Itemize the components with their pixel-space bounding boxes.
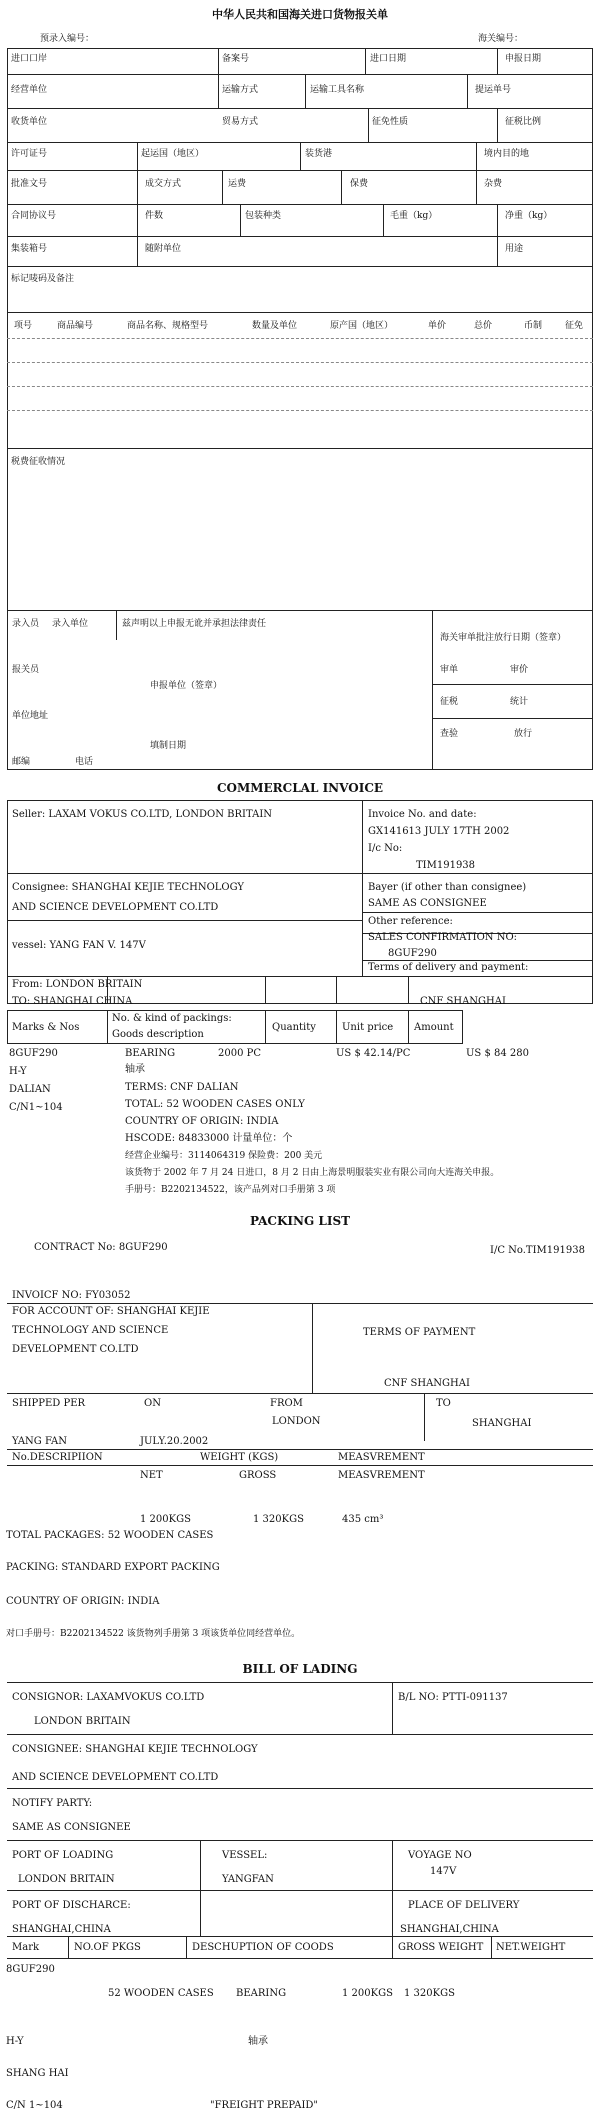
field-freight: 运费 [228,179,247,189]
review: 审单 [440,665,459,675]
packing-lc: I/C No.TIM191938 [490,1245,585,1256]
packing-date: JULY.20.2002 [140,1436,209,1447]
invoice-goods: BEARING [125,1048,176,1059]
invoice-sales-no: 8GUF290 [388,948,437,959]
packing-h-net: NET [140,1470,163,1481]
bl-title: BILL OF LADING [242,1662,358,1676]
packing-packing: PACKING: STANDARD EXPORT PACKING [6,1562,220,1573]
packing-shipped-per: SHIPPED PER [12,1398,86,1409]
packing-origin: COUNTRY OF ORIGIN: INDIA [6,1596,160,1607]
field-trade-mode: 贸易方式 [222,117,259,127]
invoice-h-qty: Quantity [272,1022,316,1033]
invoice-no-label: Invoice No. and date: [368,809,477,820]
packing-account-1: FOR ACCOUNT OF: SHANGHAI KEJIE [12,1306,210,1317]
field-pieces: 件数 [145,211,164,221]
bl-goods: BEARING [236,1988,287,1999]
packing-invoice-no: INVOICF NO: FY03052 [12,1290,131,1301]
packing-from-val: LONDON [272,1416,321,1427]
field-destination: 境内目的地 [484,149,530,159]
bl-place-label: PLACE OF DELIVERY [408,1900,520,1911]
field-import-date: 进口日期 [370,54,407,64]
packing-gross: 1 320KGS [253,1514,304,1525]
items-h-unit: 单价 [428,321,447,331]
field-exemption: 征免性质 [372,117,409,127]
packing-from: FROM [270,1398,303,1409]
items-h-currency: 币制 [524,321,543,331]
field-transport-name: 运输工具名称 [310,85,365,95]
packing-on: ON [144,1398,161,1409]
items-h-code: 商品编号 [57,321,94,331]
packing-terms-label: TERMS OF PAYMENT [363,1327,476,1338]
bl-pkgs: 52 WOODEN CASES [108,1988,214,1999]
field-insurance: 保费 [350,179,369,189]
invoice-mark-1: 8GUF290 [9,1048,58,1059]
invoice-buyer: SAME AS CONSIGNEE [368,898,487,909]
postcode: 邮编 [12,757,31,767]
invoice-desc-1: TERMS: CNF DALIAN [125,1082,239,1093]
bl-h-pkgs: NO.OF PKGS [74,1942,141,1953]
field-tax-status: 税费征收情况 [11,457,66,467]
unit-address: 单位地址 [12,711,49,721]
field-declare-date: 申报日期 [505,54,542,64]
packing-contract: CONTRACT No: 8GUF290 [34,1242,168,1253]
items-h-no: 项号 [14,321,33,331]
packing-terms: CNF SHANGHAI [384,1378,470,1389]
invoice-h-marks: Marks & Nos [12,1022,80,1033]
field-loading-port: 装货港 [305,149,333,159]
field-package-type: 包装种类 [245,211,282,221]
bl-notify-2: SAME AS CONSIGNEE [12,1822,131,1833]
invoice-goods-cn: 轴承 [125,1064,145,1075]
packing-to: TO [436,1398,451,1409]
bl-pod: SHANGHAI,CHINA [12,1924,111,1935]
field-origin-country: 起运国（地区） [141,149,205,159]
bl-pol: LONDON BRITAIN [18,1874,115,1885]
field-container-no: 集装箱号 [11,244,48,254]
bl-consignee: CONSIGNEE: SHANGHAI KEJIE TECHNOLOGY [12,1744,258,1755]
field-transport-mode: 运输方式 [222,85,259,95]
invoice-terms: CNF SHANGHAI [420,996,506,1007]
bl-consignor: CONSIGNOR: LAXAMVOKUS CO.LTD [12,1692,205,1703]
invoice-mark-2: H-Y [9,1066,27,1077]
invoice-seller: Seller: LAXAM VOKUS CO.LTD, LONDON BRITAIN [12,809,273,820]
field-deal-mode: 成交方式 [145,179,182,189]
packing-manual: 对口手册号：B2202134522 该货物列手册第 3 项该货单位同经营单位。 [6,1629,301,1639]
invoice-h-amount: Amount [414,1022,454,1033]
field-attached-docs: 随附单位 [145,244,182,254]
field-net-weight: 净重（kg） [505,211,553,221]
field-bl-no: 提运单号 [475,85,512,95]
bl-vessel-label: VESSEL: [222,1850,268,1861]
entry-unit: 录入单位 [52,619,89,629]
packing-h-meas-2: MEASVREMENT [338,1470,425,1481]
bl-pod-label: PORT OF DISCHARCE: [12,1900,131,1911]
invoice-to: TO: SHANGHAI CHINA [12,996,133,1007]
packing-total: TOTAL PACKAGES: 52 WOODEN CASES [6,1530,214,1541]
bl-pol-label: PORT OF LOADING [12,1850,114,1861]
bl-mark-4: C/N 1~104 [6,2100,63,2111]
invoice-vessel: vessel: YANG FAN V. 147V [12,940,146,951]
packing-account-2: TECHNOLOGY AND SCIENCE [12,1325,169,1336]
packing-account-3: DEVELOPMENT CO.LTD [12,1344,139,1355]
packing-vessel: YANG FAN [12,1436,68,1447]
statistics: 统计 [510,697,529,707]
invoice-desc-5: 经营企业编号：3114064319 保险费：200 美元 [125,1151,323,1161]
packing-h-meas: MEASVREMENT [338,1452,425,1463]
items-h-total: 总价 [474,321,493,331]
bl-vessel: YANGFAN [222,1874,274,1885]
invoice-consignee-1: Consignee: SHANGHAI KEJIE TECHNOLOGY [12,882,245,893]
invoice-h-kind-1: No. & kind of packings: [112,1013,232,1024]
fill-date: 填制日期 [150,741,187,751]
field-license-no: 许可证号 [11,149,48,159]
invoice-unit-price: US $ 42.14/PC [336,1048,411,1059]
packing-to-val: SHANGHAI [472,1418,532,1429]
levy: 征税 [440,697,459,707]
field-tax-ratio: 征税比例 [505,117,542,127]
invoice-desc-6: 该货物于 2002 年 7 月 24 日进口，8 月 2 日由上海景明服装实业有限公司向大连海关申报。 [125,1168,500,1178]
field-usage: 用途 [505,244,524,254]
items-h-qty: 数量及单位 [252,321,298,331]
phone: 电话 [75,757,94,767]
bl-voyage-label: VOYAGE NO [408,1850,472,1861]
invoice-buyer-label: Bayer (if other than consignee) [368,882,527,893]
invoice-qty: 2000 PC [218,1048,262,1059]
bl-mark-1: 8GUF290 [6,1964,55,1975]
bl-no: B/L NO: PTTI-091137 [398,1692,508,1703]
items-h-origin: 原产国（地区） [330,321,394,331]
invoice-mark-3: DALIAN [9,1084,51,1095]
invoice-desc-3: COUNTRY OF ORIGIN: INDIA [125,1116,279,1127]
invoice-lc-no: TIM191938 [416,860,476,871]
invoice-h-kind-2: Goods description [112,1029,204,1040]
bl-gross: 1 320KGS [404,1988,455,1999]
field-gross-weight: 毛重（kg） [390,211,438,221]
declare-unit: 申报单位（签章） [150,681,223,691]
bl-h-net: NET.WEIGHT [496,1942,566,1953]
packing-h-gross: GROSS [239,1470,277,1481]
invoice-h-unit: Unit price [342,1022,394,1033]
invoice-mark-4: C/N1~104 [9,1102,63,1113]
invoice-amount: US $ 84 280 [466,1048,529,1059]
field-entry-port: 进口口岸 [11,54,48,64]
bl-h-desc: DESCHUPTION OF COODS [192,1942,334,1953]
invoice-desc-7: 手册号：B2202134522，该产品列对口手册第 3 项 [125,1185,336,1195]
bl-voyage: 147V [430,1866,457,1877]
invoice-from: From: LONDON BRITAIN [12,979,143,990]
invoice-title: COMMERCLAL INVOICE [216,781,384,795]
bl-prepaid: "FREIGHT PREPAID" [210,2100,319,2111]
invoice-other-ref: Other reference: [368,916,453,927]
field-contract-no: 合同协议号 [11,211,57,221]
packing-net: 1 200KGS [140,1514,191,1525]
field-marks: 标记唛码及备注 [11,274,75,284]
declaration-text: 兹声明以上申报无讹并承担法律责任 [122,619,267,629]
invoice-desc-4: HSCODE: 84833000 计量单位：个 [125,1133,293,1144]
prerecord-no: 预录入编号： [40,34,95,44]
customs-no: 海关编号： [478,34,524,44]
price-review: 审价 [510,665,529,675]
packing-h-weight: WEIGHT (KGS) [200,1452,279,1463]
bl-mark-3: SHANG HAI [6,2068,69,2079]
field-consignee-unit: 收货单位 [11,117,48,127]
invoice-sales-conf: SALES CONFIRMATION NO: [368,932,518,943]
bl-mark-2: H-Y [6,2036,24,2047]
items-h-name: 商品名称、规格型号 [127,321,209,331]
bl-goods-cn: 轴承 [248,2036,268,2047]
items-h-exempt: 征免 [565,321,584,331]
packing-title: PACKING LIST [249,1214,351,1228]
packing-h-desc: No.DESCRIPIION [12,1452,103,1463]
invoice-no: GX141613 JULY 17TH 2002 [368,826,510,837]
bl-h-mark: Mark [12,1942,40,1953]
inspect: 查验 [440,729,459,739]
bl-consignor-2: LONDON BRITAIN [34,1716,131,1727]
field-operating-unit: 经营单位 [11,85,48,95]
field-record-no: 备案号 [222,54,250,64]
bl-notify: NOTIFY PARTY: [12,1798,93,1809]
bl-h-gross: GROSS WEIGHT [398,1942,484,1953]
declarer: 报关员 [12,665,40,675]
invoice-terms-label: Terms of delivery and payment: [368,962,529,973]
bl-consignee-2: AND SCIENCE DEVELOPMENT CO.LTD [12,1772,219,1783]
packing-meas: 435 cm³ [342,1514,384,1525]
entry-person: 录入员 [12,619,40,629]
field-approval-no: 批准文号 [11,179,48,189]
customs-title: 中华人民共和国海关进口货物报关单 [212,8,388,21]
invoice-consignee-2: AND SCIENCE DEVELOPMENT CO.LTD [12,902,219,913]
bl-place: SHANGHAI,CHINA [400,1924,499,1935]
invoice-lc-label: I/c No: [368,843,403,854]
bl-net: 1 200KGS [342,1988,393,1999]
field-misc-fee: 杂费 [484,179,503,189]
customs-approval: 海关审单批注放行日期（签章） [440,633,567,643]
release: 放行 [514,729,533,739]
invoice-desc-2: TOTAL: 52 WOODEN CASES ONLY [125,1099,305,1110]
